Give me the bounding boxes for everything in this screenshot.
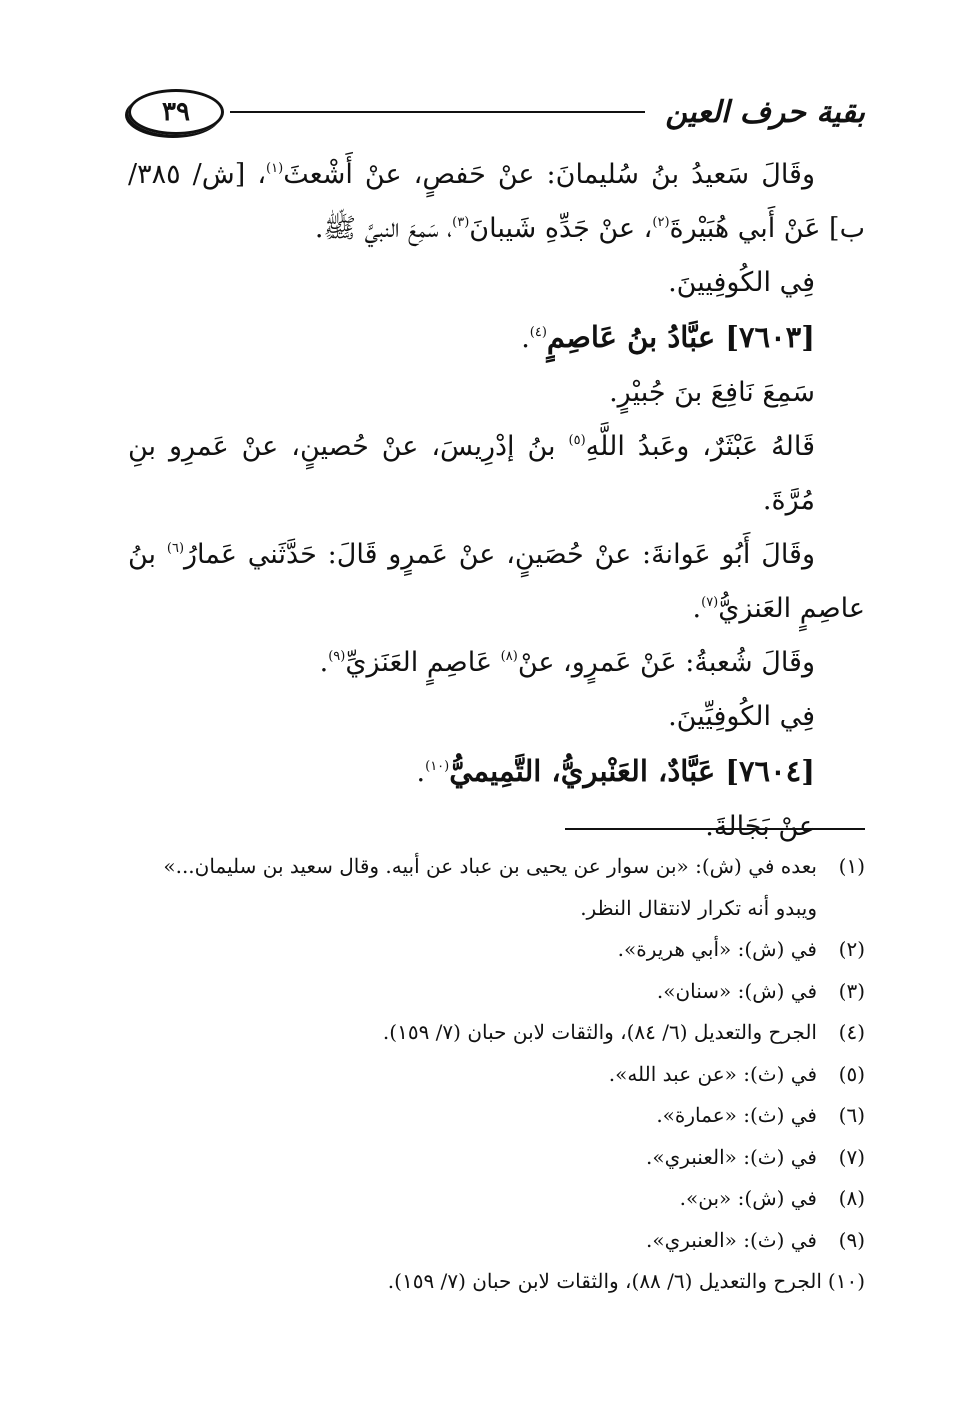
paragraph: سَمِعَ نَافِعَ بنَ جُبيْرٍ. [609, 377, 815, 408]
footnote: (٥) في (ث): «عن عبد الله». [608, 1061, 865, 1086]
paragraph: فِي الكُوفِيينَ. [668, 267, 815, 298]
running-header [128, 84, 865, 140]
footnote: (٩) في (ث): «العنبري». [645, 1227, 865, 1252]
footnote-ref[interactable]: (٣) [452, 215, 470, 230]
footnote-divider [565, 828, 865, 830]
paragraph: وقَالَ أَبُو عَوانةَ: عنْ حُصَينٍ، عنْ عَمرٍو قَالَ: حَدَّثَني عَمارُ$^{(٦)}$ بنُ عاصِمٍ العَنزيُّ$^{(٧)}$. [128, 539, 865, 624]
paragraph: قَالهُ عَبْثَرٌ، وعَبدُ اللَّهِ$^{(٥)}$ بنُ إدْرِيسَ، عنْ حُصينٍ، عنْ عَمرِو بنِ مُرَّةَ. [128, 431, 815, 516]
paragraph: عنْ بَجَالةَ. [705, 811, 815, 842]
footnote-ref[interactable]: (٤) [529, 325, 547, 340]
footnote-ref[interactable]: (٧) [701, 595, 719, 610]
footnote: (٧) في (ث): «العنبري». [645, 1144, 865, 1169]
footnotes [128, 846, 865, 1303]
footnote: (٢) في (ش): «أبي هريرة». [617, 937, 865, 961]
paragraph: وقَالَ سَعيدُ بنُ سُليمانَ: عنْ حَفصٍ، عنْ أَشْعثَ$^{(١)}$، [ش/ ٣٨٥/ ب] عَنْ أَبي هُبَيْرةَ$^{(٢)}$، عنْ جَدِّهِ شَيبانَ$^{(٣)}$، سَمِعَ النبيَّ ﷺ. [128, 159, 865, 244]
footnote-ref[interactable]: (٥) [568, 433, 586, 448]
footnote-ref[interactable]: (٩) [328, 649, 346, 664]
page-number: ٣٩ [128, 89, 224, 135]
main-text [128, 148, 865, 854]
header-rule [230, 111, 645, 113]
footnote: (١) بعده في (ش): «بن سوار عن يحيى بن عباد عن أبيه. وقال سعيد بن سليمان...» ويبدو أنه تكرار لانتقال النظر. [163, 854, 865, 920]
footnote: (٤) الجرح والتعديل (٦/ ٨٤)، والثقات لابن حبان (٧/ ١٥٩). [382, 1020, 865, 1044]
entry-heading: [٧٦٠٣] عبَّادُ بنُ عَاصِمٍ$^{(٤)}$. [521, 320, 815, 354]
footnote: (٨) في (ش): «بن». [679, 1186, 865, 1210]
footnote-ref[interactable]: (٨) [500, 649, 518, 664]
paragraph: فِي الكُوفِيِّينَ. [668, 701, 815, 732]
footnote: (٦) في (ث): «عمارة». [656, 1103, 865, 1127]
footnote-ref[interactable]: (١٠) [425, 759, 450, 774]
footnote: (٣) في (ش): «سنان». [656, 978, 865, 1003]
footnote-ref[interactable]: (٦) [166, 541, 185, 556]
chapter-title: بقية حرف العين [665, 94, 865, 130]
entry-heading: [٧٦٠٤] عَبَّادٌ، العَنْبريُّ، التَّمِيميُّ$^{(١٠)}$. [416, 754, 815, 788]
footnote-ref[interactable]: (٢) [652, 215, 670, 230]
footnote-ref[interactable]: (١) [266, 161, 284, 176]
footnote: (١٠) الجرح والتعديل (٦/ ٨٨)، والثقات لابن حبان (٧/ ١٥٩). [387, 1269, 865, 1293]
paragraph: وقَالَ شُعبةُ: عَنْ عَمرٍو، عنْ$^{(٨)}$ عَاصِمٍ العَنَزيِّ$^{(٩)}$. [319, 647, 815, 678]
